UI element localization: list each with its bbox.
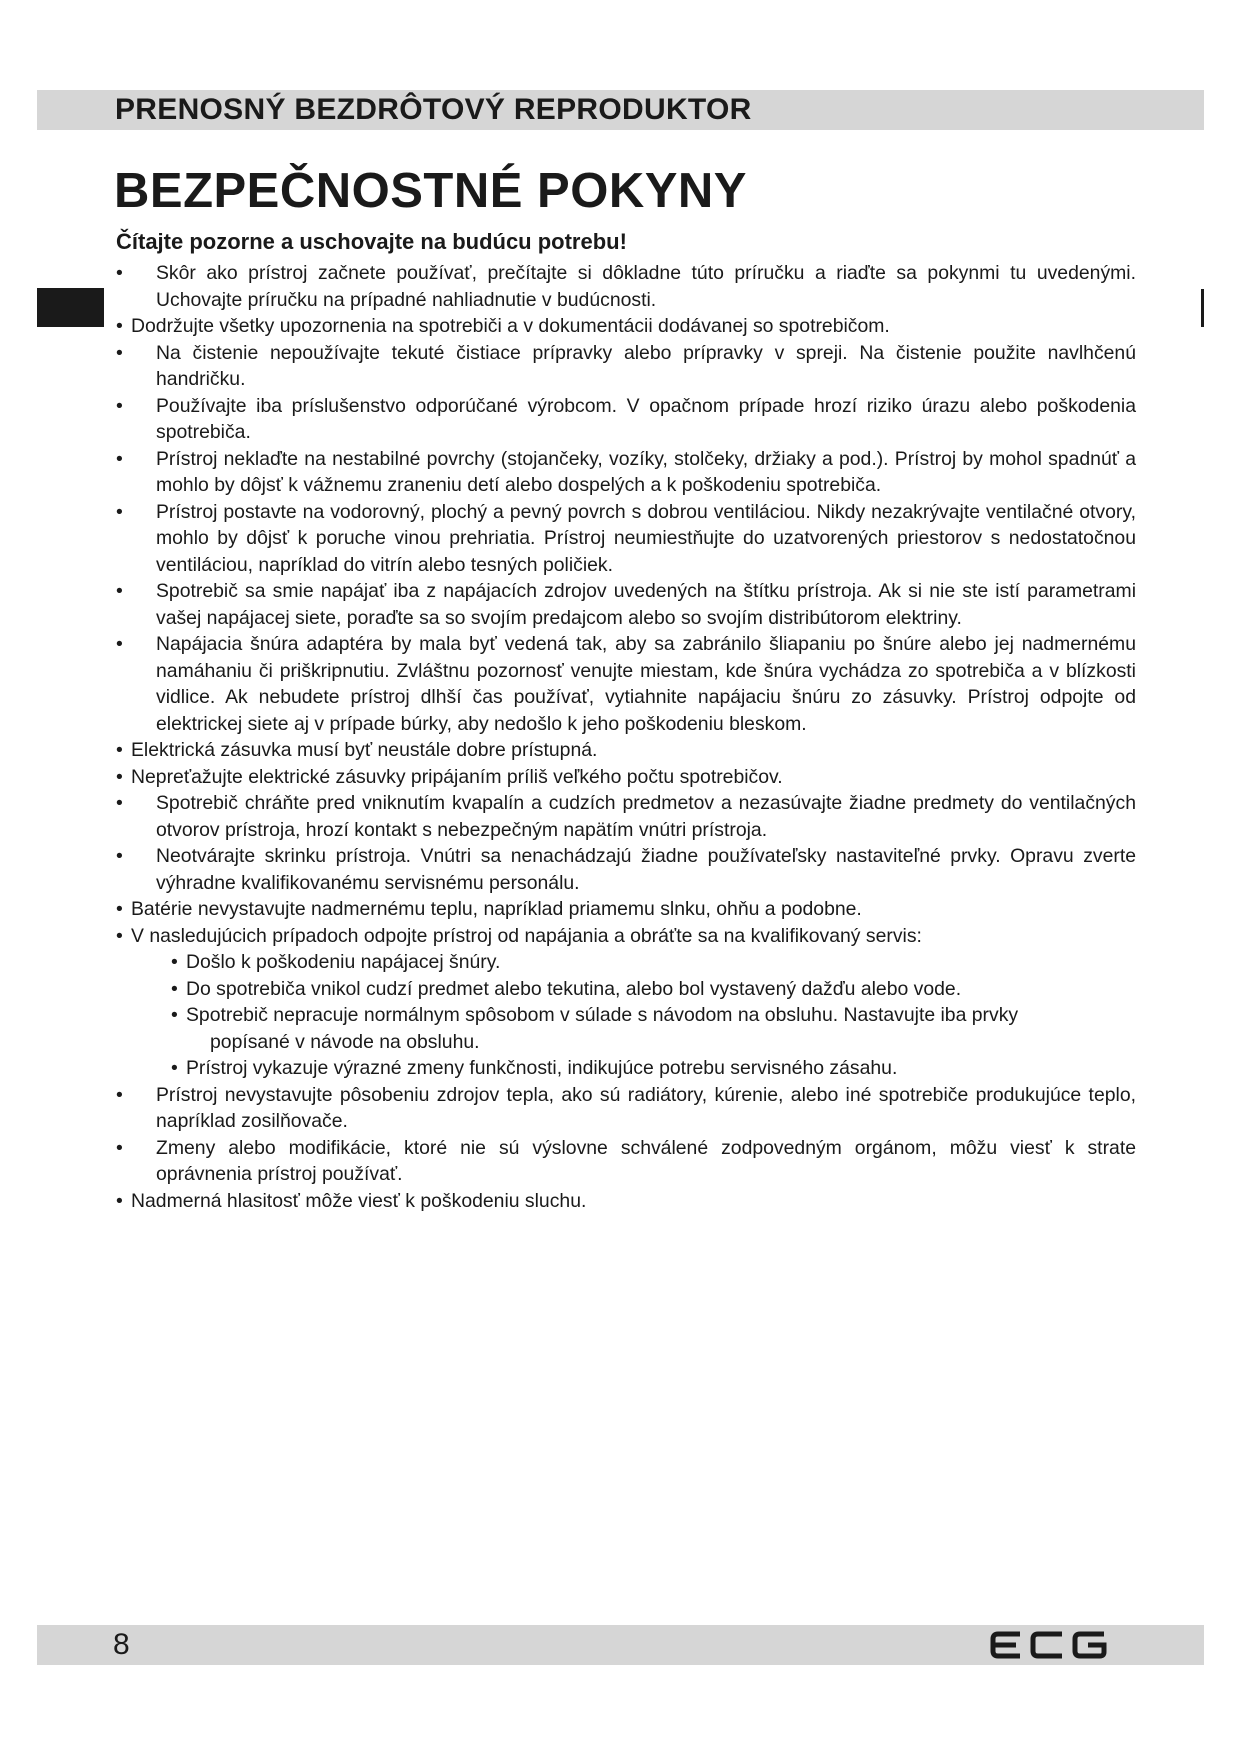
- safety-instructions: [116, 260, 1136, 1214]
- margin-mark: [1201, 289, 1204, 327]
- list-item: • Prístroj postavte na vodorovný, plochý a pevný povrch s dobrou ventiláciou. Nikdy nezakrývajte ventilačné otvory, mohlo by dôjsť k poruche vinou prehriatia. Prístroj neumiestňujte do uzatvorených priestorov s nedostatočnou ventiláciou, napríklad do vitrín alebo tesných poličiek.: [116, 499, 1136, 579]
- list-item: • Spotrebič chráňte pred vniknutím kvapalín a cudzích predmetov a nezasúvajte žiadne predmety do ventilačných otvorov prístroja, hrozí kontakt s nebezpečným napätím vnútri prístroja.: [116, 790, 1136, 843]
- list-item: • Prístroj neklaďte na nestabilné povrchy (stojančeky, vozíky, stolčeky, držiaky a pod.). Prístroj by mohol spadnúť a mohlo by dôjsť k vážnemu zraneniu detí alebo dospelých a k poškodeniu spotrebiča.: [116, 446, 1136, 499]
- instruction-list: [116, 260, 1136, 1214]
- sub-list-item: • Prístroj vykazuje výrazné zmeny funkčnosti, indikujúce potrebu servisného zásahu.: [171, 1055, 1136, 1082]
- list-item: • Batérie nevystavujte nadmernému teplu, napríklad priamemu slnku, ohňu a podobne.: [116, 896, 1136, 923]
- list-item: • Napájacia šnúra adaptéra by mala byť vedená tak, aby sa zabránilo šliapaniu po šnúre alebo jej nadmernému namáhaniu či priškripnutiu. Zvláštnu pozornosť venujte miestam, kde šnúra vychádza zo spotrebiča a v blízkosti vidlice. Ak nebudete prístroj dlhší čas používať, vytiahnite napájaciu šnúru zo zásuvky. Prístroj odpojte od elektrickej siete aj v prípade búrky, aby nedošlo k jeho poškodeniu bleskom.: [116, 631, 1136, 737]
- list-item-text: V nasledujúcich prípadoch odpojte prístroj od napájania a obráťte sa na kvalifikovaný servis:: [131, 924, 922, 947]
- language-tab-marker: [37, 288, 104, 327]
- list-item: [116, 923, 1136, 1082]
- page-number: 8: [113, 1628, 130, 1661]
- document-title: PRENOSNÝ BEZDRÔTOVÝ REPRODUKTOR: [115, 93, 752, 126]
- sub-list-item-text: Spotrebič nepracuje normálnym spôsobom v súlade s návodom na obsluhu. Nastavujte iba prvky: [186, 1004, 1019, 1026]
- sub-list: [171, 949, 1136, 1082]
- list-item: • Dodržujte všetky upozornenia na spotrebiči a v dokumentácii dodávanej so spotrebičom.: [116, 313, 1136, 340]
- list-item: • Neotvárajte skrinku prístroja. Vnútri sa nenachádzajú žiadne používateľsky nastaviteľné prvky. Opravu zverte výhradne kvalifikovanému servisnému personálu.: [116, 843, 1136, 896]
- list-item: • Elektrická zásuvka musí byť neustále dobre prístupná.: [116, 737, 1136, 764]
- sub-list-item-continuation: popísané v návode na obsluhu.: [210, 1030, 480, 1053]
- list-item: • Skôr ako prístroj začnete používať, prečítajte si dôkladne túto príručku a riaďte sa pokynmi tu uvedenými. Uchovajte príručku na prípadné nahliadnutie v budúcnosti.: [116, 260, 1136, 313]
- sub-list-item: • Do spotrebiča vnikol cudzí predmet alebo tekutina, alebo bol vystavený dažďu alebo vode.: [171, 976, 1136, 1003]
- list-item: • Nadmerná hlasitosť môže viesť k poškodeniu sluchu.: [116, 1188, 1136, 1215]
- list-item: • Používajte iba príslušenstvo odporúčané výrobcom. V opačnom prípade hrozí riziko úrazu alebo poškodenia spotrebiča.: [116, 393, 1136, 446]
- list-item: • Spotrebič sa smie napájať iba z napájacích zdrojov uvedených na štítku prístroja. Ak si nie ste istí parametrami vašej napájacej siete, poraďte sa so svojím predajcom alebo so svojím distribútorom elektriny.: [116, 578, 1136, 631]
- list-item: • Nepreťažujte elektrické zásuvky pripájaním príliš veľkého počtu spotrebičov.: [116, 764, 1136, 791]
- list-item: • Na čistenie nepoužívajte tekuté čistiace prípravky alebo prípravky v spreji. Na čistenie použite navlhčenú handričku.: [116, 340, 1136, 393]
- sub-list-item: [171, 1002, 1136, 1055]
- list-item: • Zmeny alebo modifikácie, ktoré nie sú výslovne schválené zodpovedným orgánom, môžu viesť k strate oprávnenia prístroj používať.: [116, 1135, 1136, 1188]
- ecg-logo: [990, 1630, 1110, 1660]
- list-item: • Prístroj nevystavujte pôsobeniu zdrojov tepla, ako sú radiátory, kúrenie, alebo iné spotrebiče produkujúce teplo, napríklad zosilňovače.: [116, 1082, 1136, 1135]
- sub-list-item: • Došlo k poškodeniu napájacej šnúry.: [171, 949, 1136, 976]
- page-heading: BEZPEČNOSTNÉ POKYNY: [114, 164, 747, 218]
- sub-heading: Čítajte pozorne a uschovajte na budúcu potrebu!: [116, 229, 627, 254]
